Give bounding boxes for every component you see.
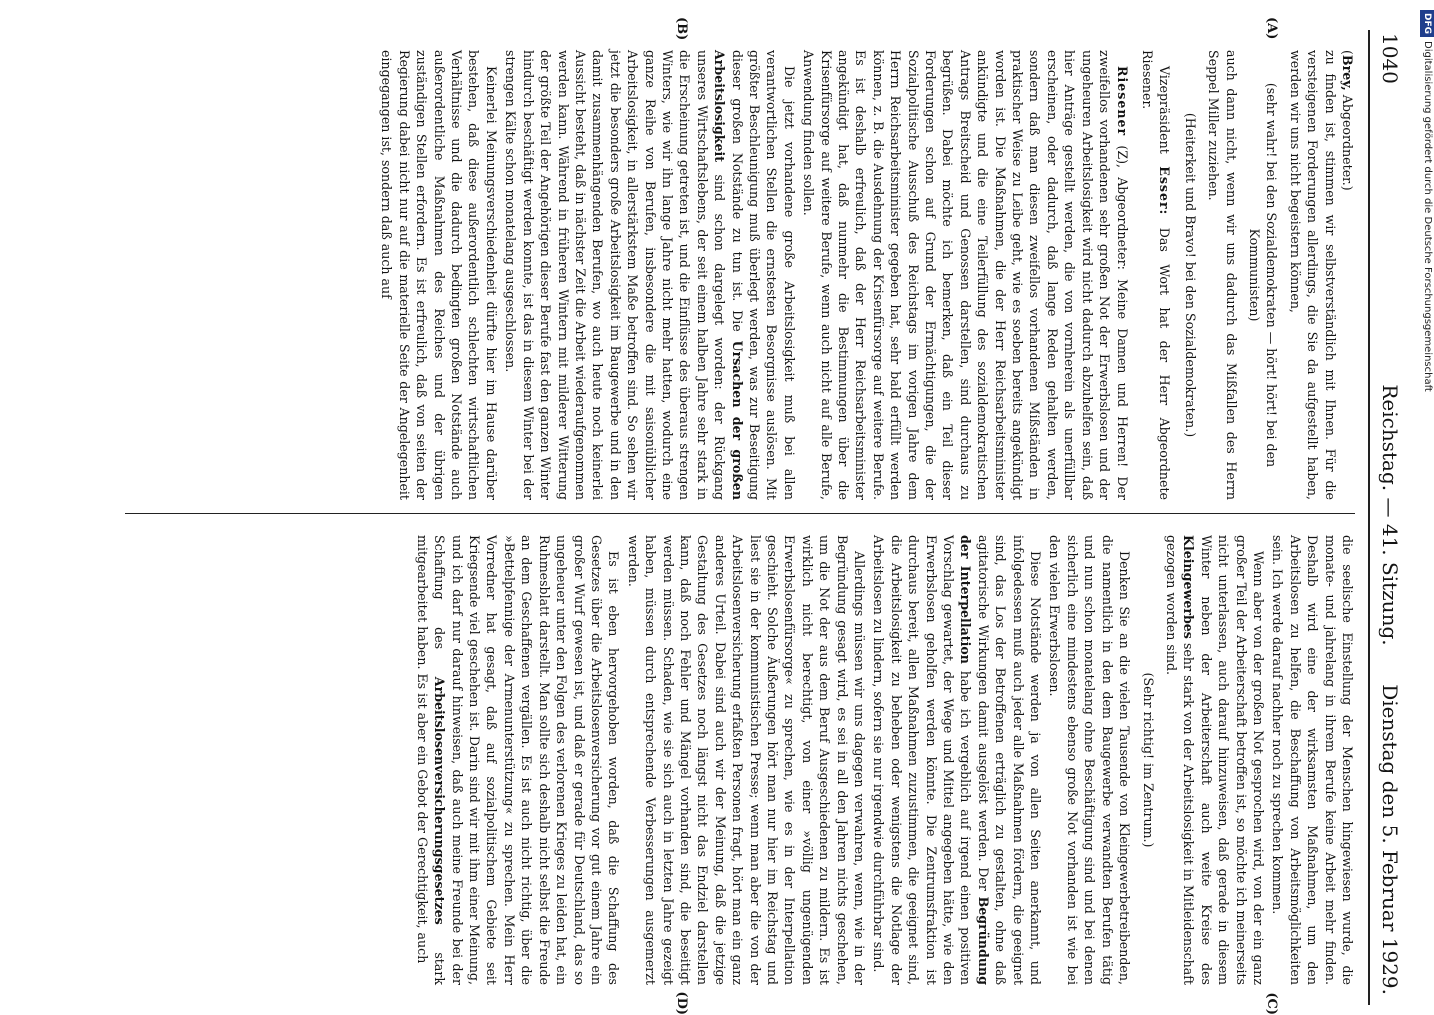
margin-marker-d: (D) (674, 991, 689, 1015)
page-number: 1040 (1378, 33, 1402, 84)
dfg-logo: DFG (1420, 10, 1434, 37)
emphasis: Ursachen der großen Arbeitslosigkeit (712, 50, 745, 500)
paragraph: die seelische Einstellung der Menschen hingewiesen wurde, die monate- und jahrelang in ihrem Berufe keine Arbeit mehr finden. Deshalb wird eine der wirksamsten Maßnahmen, um den Arbeitslosen zu helfen, die Beschaffung von Arbeitsmöglichkeiten sein. Ich werde darauf nachher noch zu sprechen kommen. (1270, 535, 1355, 985)
interjection: (sehr wahr! bei den Sozialdemokraten — hört! hört! bei den Kommunisten) (1246, 82, 1280, 468)
column-divider (125, 513, 1355, 514)
session-title: Reichstag. — 41. Sitzung. (1378, 384, 1402, 646)
funding-note (1420, 10, 1434, 990)
speaker-name: Riesener (1114, 66, 1130, 137)
speaker-role: Abgeordneter.) (1340, 94, 1355, 191)
margin-marker-c: (C) (1264, 992, 1279, 1015)
left-column (376, 50, 1356, 500)
paragraph: auch dann nicht, wenn wir uns dadurch das Mißfallen des Herrn Seppel Miller zuziehen. (1206, 50, 1239, 500)
header-rule (1368, 30, 1370, 1005)
margin-marker-a: (A) (1264, 17, 1279, 40)
paragraph: Allerdings müssen wir uns dagegen verwahren, wenn, wie in der Begründung gesagt wird, es sei in all den Jahren nichts geschehen, um die Not der aus dem Beruf Ausgeschiedenen zu mildern. Es ist wirklich nicht berechtigt, von einer »völlig ungenügenden Erwerbslosenfürsorge« zu sprechen, wie es in der Interpellation geschieht. Solche Äußerungen hört man nur hier im Reichstag und liest sie in der kommunistischen Presse; wenn man aber die von der Arbeitslosenversicherung erfaßten Personen fragt, hört man ein ganz anderes Urteil. Dabei sind auch wir der Meinung, daß die jetzige Gestaltung des Gesetzes noch längst nicht das Endziel darstellen kann, daß noch Fehler und Mängel vorhanden sind, die beseitigt werden müssen. Schaden, wie sie sich auch in letzten Jahre gezeigt haben, müssen durch entsprechende Verbesserungen ausgemerzt werden. (625, 535, 868, 985)
speaker-name: Brey, (1340, 54, 1355, 91)
paragraph: Die jetzt vorhandene große Arbeitslosigkeit muß bei allen verantwortlichen Stellen die ernstesten Besorgnisse auslösen. Mit größter Beschleunigung muß überlegt werden, was zur Beseitigung dieser großen Notstände zu tun ist. Die Ursachen der großen Arbeitslosigkeit sind schon dargelegt worden: der Rückgang unseres Wirtschaftslebens, der seit einem halben Jahre sehr stark in die Erscheinung getreten ist, und die Einflüsse des überaus strengen Winters, wie wir ihn lange Jahre nicht mehr hatten, wodurch eine ganze Reihe von Berufen, insbesondere die mit saisonüblicher Arbeitslosigkeit, in allerstärkstem Maße betroffen sind. So sehen wir jetzt die besonders große Arbeitslosigkeit im Baugewerbe und in den damit zusammenhängenden Berufen, wo auch heute noch keinerlei Aussicht besteht, daß in nächster Zeit die Arbeit wiederaufgenommen werden kann. Während in früheren Wintern mit milderer Witterung der größte Teil der Angehörigen dieser Berufe fast den ganzen Winter hindurch beschäftigt werden konnte, ist das in diesem Winter bei der strengen Kälte schon monatelang ausgeschlossen. (503, 50, 797, 500)
emphasis: Kleingewerbes (1181, 535, 1197, 639)
interjection: (Heiterkeit und Bravo! bei den Sozialdemokraten.) (1182, 112, 1198, 438)
speaker-name: Esser: (1157, 166, 1173, 216)
emphasis: Arbeitslosenversicherungsgesetzes (432, 676, 448, 925)
paragraph: Vizepräsident Esser: Das Wort hat der Herr Abgeordnete Riesener. (1139, 50, 1173, 500)
paragraph: Diese Notstände werden ja von allen Seiten anerkannt, und infolgedessen muß auch jeder alle Maßnahmen fördern, die geeignet sind, das Los der Betroffenen erträglich zu gestalten, ohne daß agitatorische Wirkungen damit ausgelöst werden. Der Begründung der Interpellation habe ich vergeblich auf irgend einen positiven Vorschlag gewartet, der Wege und Mittel angegeben hätte, wie den Erwerbslosen geholfen werden könnte. Die Zentrumsfraktion ist durchaus bereit, allen Maßnahmen zuzustimmen, die geeignet sind, die Arbeitslosigkeit zu beheben oder wenigstens die Notlage der Arbeitslosen zu lindern, sofern sie nur irgendwie durchführbar sind. (871, 535, 1044, 985)
rotated-document-page (90, 15, 1410, 1015)
funding-sidebar (1420, 10, 1434, 990)
paragraph: Riesener (Z), Abgeordneter: Meine Damen und Herren! Der zweifellos vorhandenen sehr großen Not der Erwerbslosen und der ungeheuren Arbeitslosigkeit wird nicht dadurch abzuhelfen sein, daß hier Anträge gestellt werden, die von vornherein als unerfüllbar erscheinen, oder dadurch, daß lange Reden gehalten werden, sondern daß man diesen zweifellos vorhandenen Mißständen in praktischer Weise zu Leibe geht, wie es soeben bereits angekündigt worden ist. Die Maßnahmen, die der Herr Reichsarbeitsminister ankündigte und die eine Teilerfüllung des sozialdemokratischen Antrags Breitscheid und Genossen darstellen, sind durchaus zu begrüßen. Dabei möchte ich bemerken, daß ein Teil dieser Forderungen schon auf Grund der Ermächtigungen, die der Sozialpolitische Ausschuß des Reichstags im vorigen Jahre dem Herrn Reichsarbeitsminister gegeben hat, sehr bald erfüllt werden können, z. B. die Ausdehnung der Krisenfürsorge auf weitere Berufe. Es ist deshalb erfreulich, daß der Herr Reichsarbeitsminister angekündigt hat, daß nunmehr die Bestimmungen über die Krisenfürsorge auf weitere Berufe, wenn auch nicht auf alle Berufe, Anwendung finden sollen. (801, 50, 1130, 500)
paragraph: Wenn aber von der großen Not gesprochen wird, von der ein ganz großer Teil der Arbeiterschaft betroffen ist, so möchte ich meinerseits nicht unterlassen, auch darauf hinzuweisen, daß gerade in diesem Winter neben der Arbeiterschaft auch weite Kreise des Kleingewerbes sehr stark von der Arbeitslosigkeit in Mitleidenschaft gezogen worden sind. (1163, 535, 1266, 985)
paragraph: Keinerlei Meinungsverschiedenheit dürfte hier im Hause darüber bestehen, daß diese außerordentlich schlechten wirtschaftlichen Verhältnisse und die dadurch bedingten großen Notstände auch außerordentliche Maßnahmen des Reiches und der übrigen zuständigen Stellen erfordern. Es ist erfreulich, daß von seiten der Regierung dabei nicht nur auf die materielle Seite der Angelegenheit eingegangen ist, sondern daß auch auf (379, 50, 499, 500)
page-header (1370, 15, 1410, 1015)
emphasis: Begründung der Interpellation (958, 535, 991, 985)
margin-marker-b: (B) (674, 17, 689, 41)
paragraph: Denken Sie an die vielen Tausende von Kleingewerbetreibenden, die namentlich in den dem Baugewerbe verwandten Berufen tätig und nun schon monatelang ohne Beschäftigung sind und bei denen sicherlich eine mindestens ebenso große Not vorhanden ist wie bei den vielen Erwerbslosen. (1047, 535, 1133, 985)
right-column (411, 535, 1356, 985)
funding-text: Digitalisierung gefördert durch die Deutsche Forschungsgemeinschaft (1422, 41, 1433, 392)
paragraph: (Brey, Abgeordneter.) zu finden ist, stimmen wir selbstverständlich mit Ihnen. Für die versteigenen Forderungen allerdings, die Sie da aufgestellt haben, werden wir uns nicht begeistern können, (1287, 50, 1355, 500)
session-date: Dienstag den 5. Februar 1929. (1378, 684, 1402, 995)
paragraph: Es ist eben hervorgehoben worden, daß die Schaffung des Gesetzes über die Arbeitslosenversicherung vor gut einem Jahre ein großer Wurf gewesen ist, und daß er gerade für Deutschland, das so ungeheuer unter den Folgen des verlorenen Krieges zu leiden hat, ein Ruhmesblatt darstellt. Man sollte sich deshalb nicht selbst die Freude an dem Geschaffenen vergällen. Es ist auch nicht richtig, über die »Bettelpfennige der Armenunterstützung« zu sprechen. Mein Herr Vorredner hat gesagt, daß auf sozialpolitischem Gebiete seit Kriegsende viel geschehen ist. Darin sind wir mit ihm einer Meinung, und ich darf nur darauf hinweisen, daß auch meine Freunde bei der Schaffung des Arbeitslosenversicherungsgesetzes stark mitgearbeitet haben. Es ist aber ein Gebot der Gerechtigkeit, auch (414, 535, 622, 985)
interjection: (Sehr richtig! im Zentrum.) (1140, 672, 1156, 848)
